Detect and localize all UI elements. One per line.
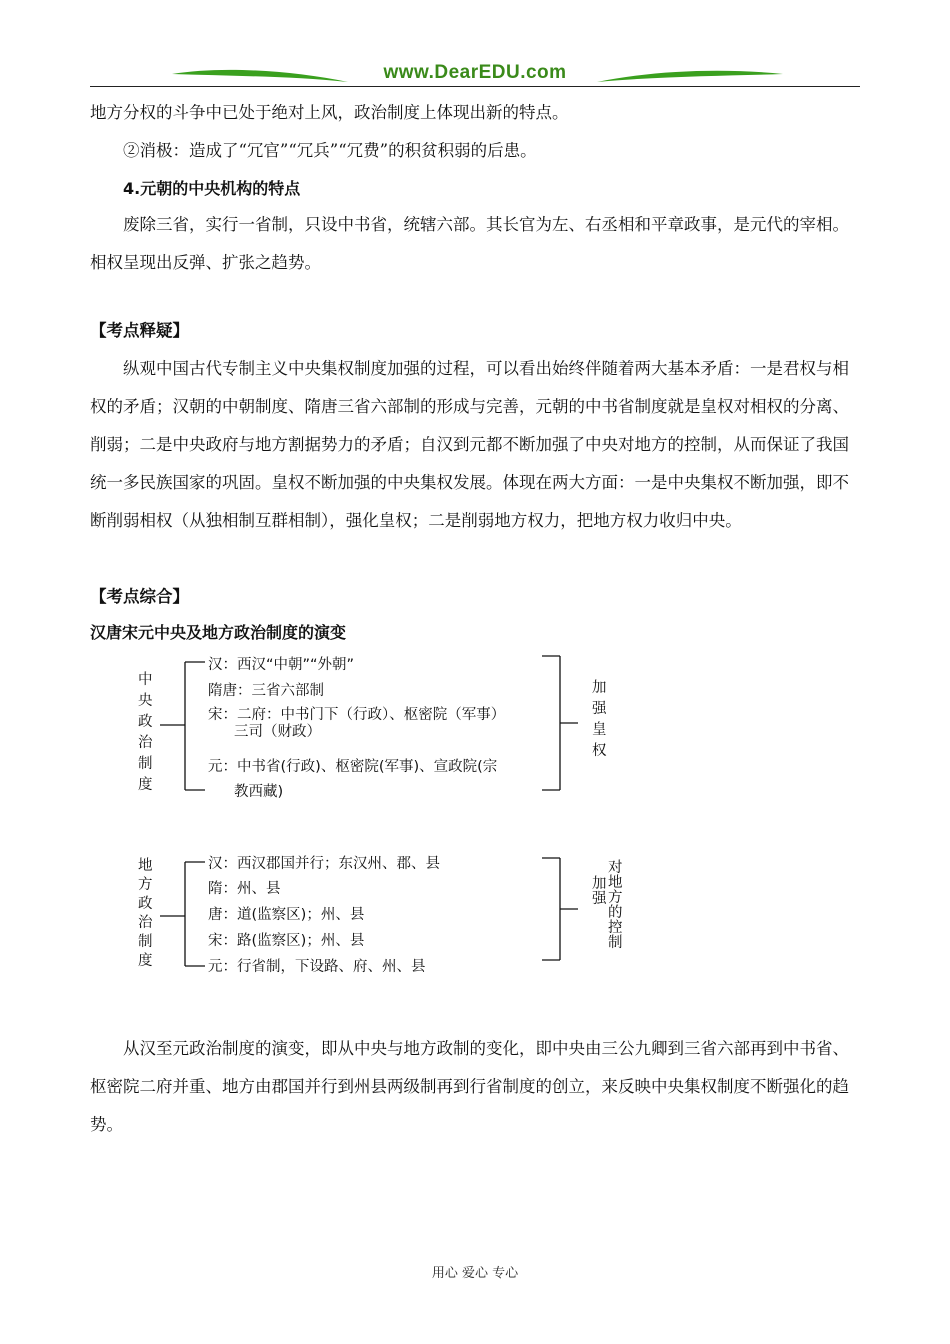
- page-footer: 用心 爱心 专心: [431, 1266, 519, 1281]
- local-item-yuan: 元：行省制，下设路、府、州、县: [208, 959, 426, 975]
- local-item-sui: 隋：州、县: [208, 881, 281, 897]
- paragraph-continuation: 地方分权的斗争中已处于绝对上风，政治制度上体现出新的特点。: [90, 103, 569, 122]
- paragraph-conclusion: 从汉至元政治制度的演变，即从中央与地方政制的变化，即中央由三公九卿到三省六部再到中书省、枢密院二府并重、地方由郡国并行到州县两级制再到行省制度的创立，来反映中央集权制度不断强化的趋势。: [90, 1039, 849, 1134]
- diagram-title: 汉唐宋元中央及地方政治制度的演变: [90, 623, 347, 642]
- local-item-tang: 唐：道(监察区)；州、县: [208, 907, 365, 923]
- local-system-diagram: [130, 852, 650, 982]
- heading-yuan-central: 4.元朝的中央机构的特点: [123, 179, 301, 198]
- local-result-label: 加强对地方的控制: [592, 860, 623, 951]
- page-header: [90, 58, 860, 90]
- section-title-explanation: 【考点释疑】: [90, 321, 189, 340]
- central-item-song: 宋：二府：中书门下（行政）、枢密院（军事）: [208, 707, 506, 723]
- central-result-label: 加强皇权: [592, 680, 607, 759]
- header-rule: [90, 86, 860, 87]
- central-item-yuan: 元：中书省(行政)、枢密院(军事)、宣政院(宗: [208, 759, 498, 775]
- local-item-song: 宋：路(监察区)；州、县: [208, 933, 365, 949]
- paragraph-negative: ②消极：造成了“冗官”“冗兵”“冗费”的积贫积弱的后患。: [123, 141, 537, 160]
- central-item-suitang: 隋唐：三省六部制: [208, 683, 324, 699]
- local-system-label: 地方政治制度: [138, 858, 153, 969]
- local-item-han: 汉：西汉郡国并行；东汉州、郡、县: [208, 856, 440, 872]
- section-title-synthesis: 【考点综合】: [90, 587, 189, 606]
- paragraph-explanation: 纵观中国古代专制主义中央集权制度加强的过程，可以看出始终伴随着两大基本矛盾：一是君权与相权的矛盾；汉朝的中朝制度、隋唐三省六部制的形成与完善，元朝的中书省制度就是皇权对相权的分离、削弱；二是中央政府与地方割据势力的矛盾；自汉到元都不断加强了中央对地方的控制，从而保证了我国统一多民族国家的巩固。皇权不断加强的中央集权发展。体现在两大方面：一是中央集权不断加强，即不断削弱相权（从独相制互群相制），强化皇权；二是削弱地方权力，把地方权力收归中央。: [90, 359, 849, 530]
- right-swoosh-decoration: [595, 66, 785, 86]
- central-item-han: 汉：西汉“中朝”“外朝”: [208, 657, 355, 673]
- central-item-song-sansi: 三司（财政）: [234, 724, 321, 740]
- paragraph-yuan: 废除三省，实行一省制，只设中书省，统辖六部。其长官为左、右丞相和平章政事，是元代的宰相。相权呈现出反弹、扩张之趋势。: [90, 215, 849, 272]
- site-logo: www.DearEDU.com: [383, 62, 567, 83]
- central-item-yuan-cont: 教西藏): [234, 784, 284, 800]
- central-system-label: 中央政治制度: [138, 672, 153, 793]
- central-system-diagram: [130, 650, 650, 810]
